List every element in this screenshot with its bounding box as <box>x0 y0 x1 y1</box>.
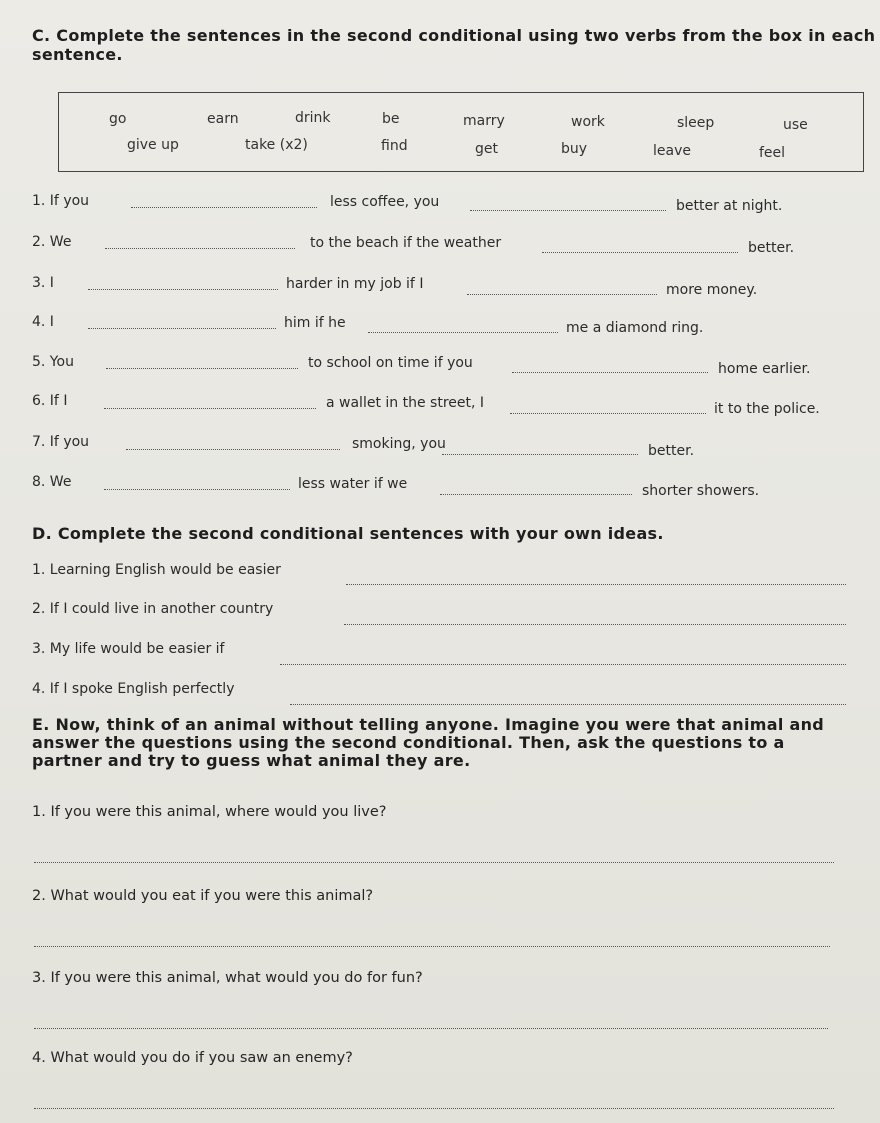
answer-line[interactable] <box>290 704 846 705</box>
sentence-end: it to the police. <box>714 401 820 417</box>
answer-blank[interactable] <box>104 408 316 409</box>
section-e-instruction: E. Now, think of an animal without telling anyone. Imagine you were that animal and answer the questions using the second conditional. Then, ask the questions to a partner and try to guess what animal they are. <box>32 715 825 770</box>
answer-blank[interactable] <box>131 207 317 208</box>
sentence-middle: him if he <box>284 315 346 331</box>
answer-blank[interactable] <box>512 372 708 373</box>
answer-blank[interactable] <box>104 489 290 490</box>
answer-blank[interactable] <box>510 413 706 414</box>
answer-blank[interactable] <box>88 289 278 290</box>
word-box-item: feel <box>759 145 786 161</box>
prompt-text: 3. My life would be easier if <box>32 641 225 657</box>
word-box-item: drink <box>295 110 331 126</box>
sentence-start: 3. I <box>32 275 54 291</box>
sentence-end: more money. <box>666 282 758 298</box>
word-box-item: marry <box>463 113 505 129</box>
word-box <box>58 92 864 172</box>
word-box-item: get <box>475 141 498 157</box>
answer-blank[interactable] <box>105 248 295 249</box>
sentence-middle: smoking, you <box>352 436 446 452</box>
sentence-start: 6. If I <box>32 393 68 409</box>
word-box-item: buy <box>561 141 588 157</box>
answer-line[interactable] <box>34 946 830 947</box>
sentence-end: home earlier. <box>718 361 811 377</box>
answer-blank[interactable] <box>106 368 298 369</box>
word-box-item: earn <box>207 111 239 127</box>
word-box-item: work <box>571 114 605 130</box>
question-text: 4. What would you do if you saw an enemy? <box>32 1050 353 1066</box>
sentence-start: 5. You <box>32 354 74 370</box>
sentence-end: better at night. <box>676 198 783 214</box>
question-text: 3. If you were this animal, what would you do for fun? <box>32 970 423 986</box>
answer-line[interactable] <box>280 664 846 665</box>
prompt-text: 1. Learning English would be easier <box>32 562 281 578</box>
answer-blank[interactable] <box>368 332 558 333</box>
answer-blank[interactable] <box>542 252 738 253</box>
answer-line[interactable] <box>34 1028 828 1029</box>
question-text: 1. If you were this animal, where would you live? <box>32 804 387 820</box>
word-box-item: leave <box>653 143 691 159</box>
sentence-middle: to school on time if you <box>308 355 473 371</box>
answer-blank[interactable] <box>88 328 276 329</box>
answer-blank[interactable] <box>126 449 340 450</box>
word-box-item: be <box>382 111 400 127</box>
word-box-item: use <box>783 117 808 133</box>
answer-line[interactable] <box>344 624 846 625</box>
word-box-item: give up <box>127 137 179 153</box>
sentence-start: 4. I <box>32 314 54 330</box>
word-box-item: take (x2) <box>245 137 308 153</box>
section-c-instruction: C. Complete the sentences in the second conditional using two verbs from the box in each sentence. <box>32 26 876 64</box>
answer-line[interactable] <box>34 862 834 863</box>
answer-blank[interactable] <box>442 454 638 455</box>
word-box-item: go <box>109 111 127 127</box>
prompt-text: 2. If I could live in another country <box>32 601 274 617</box>
answer-blank[interactable] <box>470 210 666 211</box>
word-box-item: find <box>381 138 408 154</box>
prompt-text: 4. If I spoke English perfectly <box>32 681 235 697</box>
sentence-middle: to the beach if the weather <box>310 235 502 251</box>
answer-line[interactable] <box>346 584 846 585</box>
sentence-middle: a wallet in the street, I <box>326 395 485 411</box>
section-d-instruction: D. Complete the second conditional sentences with your own ideas. <box>32 524 664 543</box>
answer-blank[interactable] <box>440 494 632 495</box>
sentence-start: 7. If you <box>32 434 90 450</box>
sentence-end: shorter showers. <box>642 483 760 499</box>
answer-blank[interactable] <box>467 294 657 295</box>
sentence-middle: less coffee, you <box>330 194 440 210</box>
word-box-item: sleep <box>677 115 715 131</box>
sentence-end: better. <box>748 240 795 256</box>
sentence-start: 8. We <box>32 474 72 490</box>
sentence-middle: less water if we <box>298 476 408 492</box>
answer-line[interactable] <box>34 1108 834 1109</box>
sentence-middle: harder in my job if I <box>286 276 424 292</box>
sentence-start: 2. We <box>32 234 72 250</box>
sentence-end: me a diamond ring. <box>566 320 704 336</box>
sentence-start: 1. If you <box>32 193 90 209</box>
sentence-end: better. <box>648 443 695 459</box>
question-text: 2. What would you eat if you were this animal? <box>32 888 374 904</box>
